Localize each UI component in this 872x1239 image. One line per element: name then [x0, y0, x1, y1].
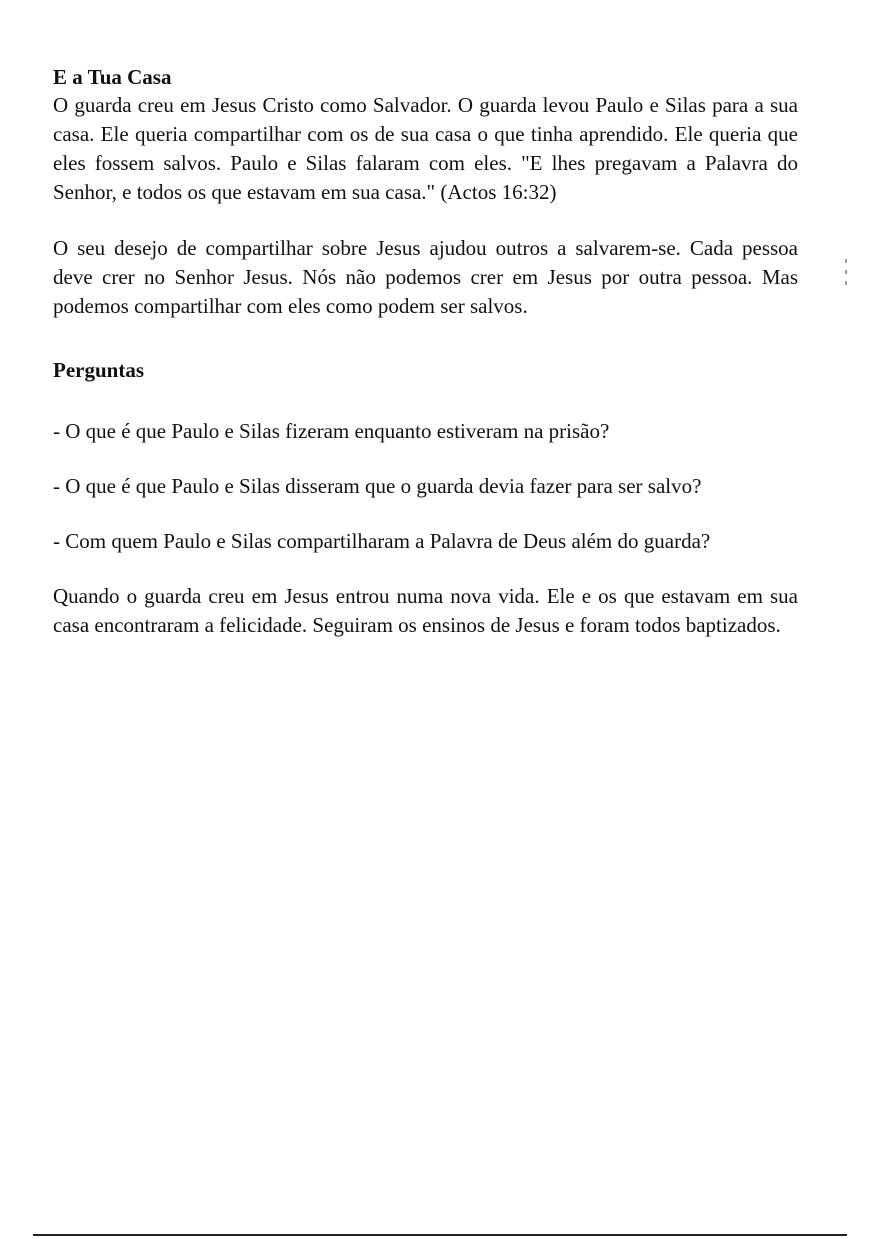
question-item: - Com quem Paulo e Silas compartilharam a Palavra de Deus além do guarda? — [53, 529, 711, 553]
spacer — [53, 555, 798, 582]
spacer — [53, 207, 798, 234]
page-bottom-rule — [33, 1234, 847, 1236]
spacer — [53, 500, 798, 527]
spacer — [53, 384, 798, 417]
spacer — [53, 445, 798, 472]
document-body — [53, 63, 798, 640]
section-heading: E a Tua Casa — [53, 65, 172, 89]
question-item: - O que é que Paulo e Silas fizeram enquanto estiveram na prisão? — [53, 419, 610, 443]
question-item: - O que é que Paulo e Silas disseram que o guarda devia fazer para ser salvo? — [53, 474, 702, 498]
intro-paragraph: O guarda creu em Jesus Cristo como Salvador. O guarda levou Paulo e Silas para a sua casa. Ele queria compartilhar com os de sua casa o que tinha aprendido. Ele queria que eles fossem salvos. Paulo e Silas falaram com eles. "E lhes pregavam a Palavra do Senhor, e todos os que estavam em sua casa." (Actos 16:32) — [53, 93, 798, 204]
scan-margin-mark — [845, 270, 847, 274]
spacer — [53, 321, 798, 356]
questions-heading: Perguntas — [53, 358, 144, 382]
scan-margin-mark — [845, 281, 847, 285]
scan-margin-mark — [845, 259, 847, 263]
closing-paragraph: Quando o guarda creu em Jesus entrou numa nova vida. Ele e os que estavam em sua casa encontraram a felicidade. Seguiram os ensinos de Jesus e foram todos baptizados. — [53, 584, 798, 637]
sharing-paragraph: O seu desejo de compartilhar sobre Jesus ajudou outros a salvarem-se. Cada pessoa deve crer no Senhor Jesus. Nós não podemos crer em Jesus por outra pessoa. Mas podemos compartilhar com eles como podem ser salvos. — [53, 236, 798, 318]
